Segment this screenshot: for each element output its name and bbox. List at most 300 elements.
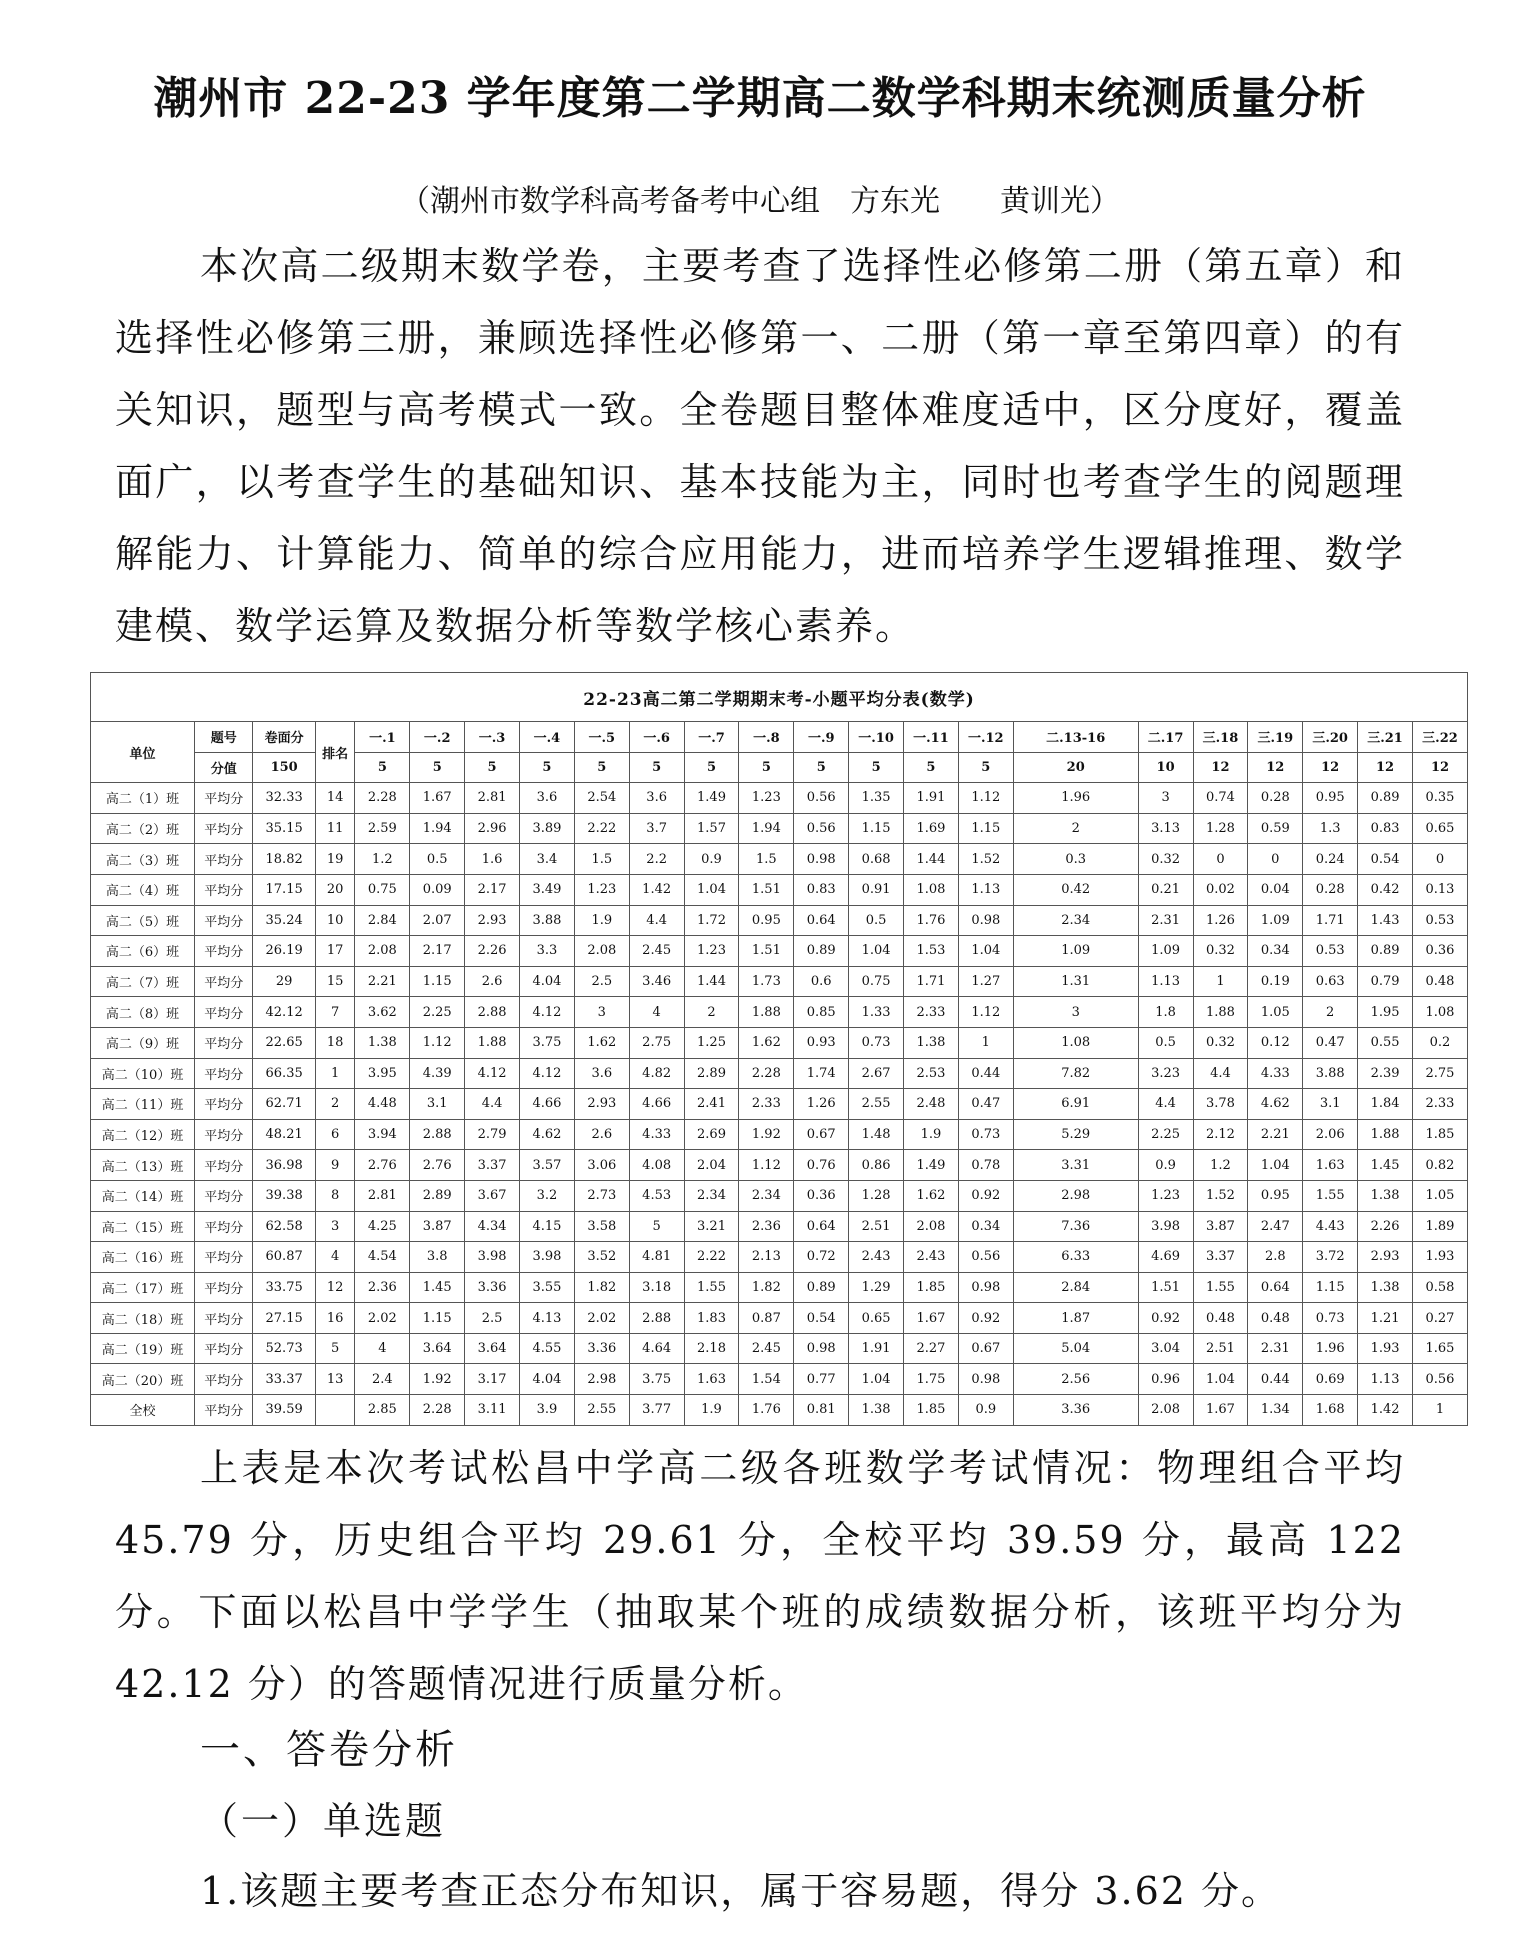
score-cell: 4.55	[520, 1333, 575, 1364]
metric-cell: 平均分	[195, 1058, 253, 1089]
score-cell: 1.12	[410, 1027, 465, 1058]
question-fullscore: 5	[410, 752, 465, 783]
score-cell: 2.88	[629, 1303, 684, 1334]
score-cell: 2.36	[355, 1272, 410, 1303]
score-cell: 0.67	[794, 1119, 849, 1150]
score-cell: 1.73	[739, 966, 794, 997]
score-cell: 1.82	[574, 1272, 629, 1303]
score-cell: 2.33	[1412, 1089, 1467, 1120]
metric-cell: 平均分	[195, 1272, 253, 1303]
total-score-cell: 39.38	[253, 1180, 315, 1211]
score-cell: 2.08	[904, 1211, 959, 1242]
total-score-cell: 35.15	[253, 813, 315, 844]
total-score-cell: 33.75	[253, 1272, 315, 1303]
total-score-cell: 60.87	[253, 1242, 315, 1273]
score-cell: 4.4	[1138, 1089, 1193, 1120]
rank-cell: 13	[315, 1364, 355, 1395]
score-cell: 1	[1193, 966, 1248, 997]
table-row	[91, 1180, 1468, 1211]
score-cell: 2.17	[410, 936, 465, 967]
score-cell: 3.23	[1138, 1058, 1193, 1089]
score-cell: 4.08	[629, 1150, 684, 1181]
score-cell: 0.82	[1412, 1150, 1467, 1181]
score-cell: 0.89	[1358, 783, 1413, 814]
score-cell: 1.08	[1412, 997, 1467, 1028]
total-score-cell: 17.15	[253, 874, 315, 905]
score-cell: 1.09	[1138, 936, 1193, 967]
score-cell: 0.95	[739, 905, 794, 936]
score-cell: 3.89	[520, 813, 575, 844]
score-cell: 0.42	[1013, 874, 1138, 905]
score-cell: 3.55	[520, 1272, 575, 1303]
intro-paragraph: 本次高二级期末数学卷，主要考查了选择性必修第二册（第五章）和选择性必修第三册，兼顾选择性必修第一、二册（第一章至第四章）的有关知识，题型与高考模式一致。全卷题目整体难度适中，区分度好，覆盖面广，以考查学生的基础知识、基本技能为主，同时也考查学生的阅题理解能力、计算能力、简单的综合应用能力，进而培养学生逻辑推理、数学建模、数学运算及数据分析等数学核心素养。	[115, 244, 1405, 648]
score-cell: 3.77	[629, 1395, 684, 1426]
question-fullscore: 5	[904, 752, 959, 783]
score-cell: 3.18	[629, 1272, 684, 1303]
score-cell: 1.38	[1358, 1272, 1413, 1303]
score-cell: 1.13	[1358, 1364, 1413, 1395]
class-name-cell: 高二（18）班	[91, 1303, 195, 1334]
score-cell: 0.53	[1303, 936, 1358, 967]
question-header: 三.22	[1412, 722, 1467, 753]
score-cell: 2.27	[904, 1333, 959, 1364]
rank-cell: 19	[315, 844, 355, 875]
score-cell: 2.17	[465, 874, 520, 905]
score-cell: 1	[958, 1027, 1013, 1058]
score-cell: 1.88	[1358, 1119, 1413, 1150]
score-cell: 0.27	[1412, 1303, 1467, 1334]
question-fullscore: 12	[1193, 752, 1248, 783]
score-cell: 0.36	[794, 1180, 849, 1211]
table-row	[91, 1211, 1468, 1242]
class-name-cell: 高二（1）班	[91, 783, 195, 814]
score-cell: 2.4	[355, 1364, 410, 1395]
rank-cell: 20	[315, 874, 355, 905]
score-cell: 1.94	[410, 813, 465, 844]
score-cell: 2.48	[904, 1089, 959, 1120]
class-name-cell: 全校	[91, 1395, 195, 1426]
score-cell: 2.43	[849, 1242, 904, 1273]
score-cell: 4.12	[520, 997, 575, 1028]
score-cell: 4.66	[520, 1089, 575, 1120]
score-cell: 3.21	[684, 1211, 739, 1242]
question-header: 一.4	[520, 722, 575, 753]
score-cell: 1.89	[1412, 1211, 1467, 1242]
score-cell: 3.52	[574, 1242, 629, 1273]
metric-cell: 平均分	[195, 1303, 253, 1334]
score-cell: 0.87	[739, 1303, 794, 1334]
score-cell: 0.6	[794, 966, 849, 997]
score-cell: 3.13	[1138, 813, 1193, 844]
score-cell: 1.12	[958, 783, 1013, 814]
score-cell: 3.57	[520, 1150, 575, 1181]
score-cell: 2.75	[1412, 1058, 1467, 1089]
score-cell: 3.98	[1138, 1211, 1193, 1242]
score-cell: 2.88	[465, 997, 520, 1028]
table-row	[91, 1242, 1468, 1273]
score-cell: 0.64	[794, 1211, 849, 1242]
score-cell: 1.12	[739, 1150, 794, 1181]
score-cell: 1.29	[849, 1272, 904, 1303]
table-row	[91, 1089, 1468, 1120]
score-cell: 2.45	[629, 936, 684, 967]
score-cell: 1.35	[849, 783, 904, 814]
score-cell: 2.34	[1013, 905, 1138, 936]
summary-paragraph: 上表是本次考试松昌中学高二级各班数学考试情况：物理组合平均 45.79 分，历史组合平均 29.61 分，全校平均 39.59 分，最高 122 分。下面以松昌中学学生（抽取某个班的成绩数据分析，该班平均分为 42.12 分）的答题情况进行质量分析。	[115, 1446, 1405, 1706]
score-cell: 1.68	[1303, 1395, 1358, 1426]
metric-cell: 平均分	[195, 905, 253, 936]
score-cell: 1.13	[958, 874, 1013, 905]
score-table-container	[90, 672, 1468, 1426]
question-fullscore: 5	[465, 752, 520, 783]
score-cell: 2.33	[904, 997, 959, 1028]
question-header: 一.6	[629, 722, 684, 753]
total-score-cell: 22.65	[253, 1027, 315, 1058]
score-cell: 1.23	[574, 874, 629, 905]
table-caption-row	[91, 673, 1468, 722]
question-header: 一.2	[410, 722, 465, 753]
score-cell: 2	[1013, 813, 1138, 844]
score-cell: 1.23	[684, 936, 739, 967]
score-cell: 4.15	[520, 1211, 575, 1242]
class-name-cell: 高二（15）班	[91, 1211, 195, 1242]
score-cell: 2.93	[574, 1089, 629, 1120]
score-cell: 1.57	[684, 813, 739, 844]
class-name-cell: 高二（14）班	[91, 1180, 195, 1211]
question-fullscore: 5	[849, 752, 904, 783]
score-cell: 3.17	[465, 1364, 520, 1395]
score-cell: 0.24	[1303, 844, 1358, 875]
table-row	[91, 813, 1468, 844]
score-cell: 0.48	[1193, 1303, 1248, 1334]
question-header: 一.3	[465, 722, 520, 753]
score-cell: 0.53	[1412, 905, 1467, 936]
score-cell: 0.72	[794, 1242, 849, 1273]
score-cell: 3.98	[520, 1242, 575, 1273]
score-cell: 1.51	[739, 936, 794, 967]
score-cell: 4.43	[1303, 1211, 1358, 1242]
score-cell: 0.67	[958, 1333, 1013, 1364]
score-cell: 2.39	[1358, 1058, 1413, 1089]
score-cell: 0.02	[1193, 874, 1248, 905]
score-cell: 1.53	[904, 936, 959, 967]
score-cell: 0.21	[1138, 874, 1193, 905]
score-cell: 0.56	[794, 783, 849, 814]
question-fullscore: 12	[1358, 752, 1413, 783]
score-cell: 1.55	[1193, 1272, 1248, 1303]
score-cell: 3.8	[410, 1242, 465, 1273]
score-cell: 5.04	[1013, 1333, 1138, 1364]
table-row	[91, 1150, 1468, 1181]
score-cell: 4.48	[355, 1089, 410, 1120]
metric-cell: 平均分	[195, 1395, 253, 1426]
question-fullscore: 5	[958, 752, 1013, 783]
score-cell: 2.81	[355, 1180, 410, 1211]
table-row	[91, 874, 1468, 905]
question-header: 一.11	[904, 722, 959, 753]
score-cell: 0.28	[1303, 874, 1358, 905]
score-cell: 1.62	[739, 1027, 794, 1058]
score-cell: 2.5	[465, 1303, 520, 1334]
question-fullscore: 5	[739, 752, 794, 783]
subsection-heading: （一）单选题	[200, 1799, 447, 1843]
score-cell: 3	[1138, 783, 1193, 814]
score-cell: 2.28	[410, 1395, 465, 1426]
score-cell: 3.87	[410, 1211, 465, 1242]
score-cell: 0.65	[1412, 813, 1467, 844]
table-row	[91, 1119, 1468, 1150]
score-cell: 2.21	[1248, 1119, 1303, 1150]
score-cell: 1.04	[1248, 1150, 1303, 1181]
score-cell: 1.51	[739, 874, 794, 905]
score-cell: 4.64	[629, 1333, 684, 1364]
rank-cell: 5	[315, 1333, 355, 1364]
score-cell: 0.73	[958, 1119, 1013, 1150]
score-cell: 0.9	[958, 1395, 1013, 1426]
score-cell: 1.38	[1358, 1180, 1413, 1211]
score-cell: 1.96	[1013, 783, 1138, 814]
rank-cell: 9	[315, 1150, 355, 1181]
score-cell: 2.98	[574, 1364, 629, 1395]
score-cell: 2.02	[574, 1303, 629, 1334]
score-cell: 1.95	[1358, 997, 1413, 1028]
score-cell: 2.12	[1193, 1119, 1248, 1150]
score-cell: 1.87	[1013, 1303, 1138, 1334]
score-cell: 0.55	[1358, 1027, 1413, 1058]
score-cell: 3.95	[355, 1058, 410, 1089]
total-score-cell: 39.59	[253, 1395, 315, 1426]
score-cell: 3.31	[1013, 1150, 1138, 1181]
class-name-cell: 高二（7）班	[91, 966, 195, 997]
score-cell: 0.47	[958, 1089, 1013, 1120]
score-cell: 0.92	[958, 1303, 1013, 1334]
score-cell: 4.34	[465, 1211, 520, 1242]
score-cell: 1.74	[794, 1058, 849, 1089]
class-name-cell: 高二（13）班	[91, 1150, 195, 1181]
total-score-cell: 52.73	[253, 1333, 315, 1364]
score-cell: 1.71	[904, 966, 959, 997]
score-cell: 1.88	[1193, 997, 1248, 1028]
score-cell: 0.36	[1412, 936, 1467, 967]
score-cell: 3.6	[520, 783, 575, 814]
class-name-cell: 高二（12）班	[91, 1119, 195, 1150]
score-cell: 0.35	[1412, 783, 1467, 814]
score-cell: 2.08	[574, 936, 629, 967]
rank-cell	[315, 1395, 355, 1426]
score-cell: 4.53	[629, 1180, 684, 1211]
score-cell: 0.65	[849, 1303, 904, 1334]
score-cell: 3.1	[1303, 1089, 1358, 1120]
score-cell: 2.75	[629, 1027, 684, 1058]
question-header: 二.13-16	[1013, 722, 1138, 753]
score-cell: 1.45	[410, 1272, 465, 1303]
fullscore-header: 分值	[195, 752, 253, 783]
score-cell: 0.73	[849, 1027, 904, 1058]
total-score-cell: 26.19	[253, 936, 315, 967]
rank-cell: 18	[315, 1027, 355, 1058]
score-cell: 2.53	[904, 1058, 959, 1089]
score-cell: 2.85	[355, 1395, 410, 1426]
score-cell: 2.76	[410, 1150, 465, 1181]
score-cell: 4.62	[520, 1119, 575, 1150]
score-cell: 2.69	[684, 1119, 739, 1150]
score-cell: 1.2	[1193, 1150, 1248, 1181]
score-cell: 6.91	[1013, 1089, 1138, 1120]
score-cell: 1.49	[684, 783, 739, 814]
score-cell: 0.56	[958, 1242, 1013, 1273]
score-cell: 2.31	[1248, 1333, 1303, 1364]
score-cell: 2.96	[465, 813, 520, 844]
score-cell: 1.65	[1412, 1333, 1467, 1364]
class-name-cell: 高二（5）班	[91, 905, 195, 936]
score-cell: 2.41	[684, 1089, 739, 1120]
score-cell: 1.26	[794, 1089, 849, 1120]
score-cell: 4.54	[355, 1242, 410, 1273]
score-cell: 4.04	[520, 1364, 575, 1395]
total-score-cell: 62.71	[253, 1089, 315, 1120]
table-row	[91, 1333, 1468, 1364]
score-cell: 1.27	[958, 966, 1013, 997]
score-cell: 3.75	[520, 1027, 575, 1058]
score-cell: 0.64	[1248, 1272, 1303, 1303]
total-score-cell: 66.35	[253, 1058, 315, 1089]
rank-cell: 6	[315, 1119, 355, 1150]
score-cell: 0.44	[1248, 1364, 1303, 1395]
question-fullscore: 5	[794, 752, 849, 783]
score-cell: 3.6	[574, 1058, 629, 1089]
score-cell: 0.32	[1193, 936, 1248, 967]
score-cell: 3.67	[465, 1180, 520, 1211]
question-number-header: 题号	[195, 722, 253, 753]
score-cell: 2.34	[684, 1180, 739, 1211]
question-header: 一.8	[739, 722, 794, 753]
rank-cell: 16	[315, 1303, 355, 1334]
score-cell: 1.09	[1013, 936, 1138, 967]
score-cell: 0.47	[1303, 1027, 1358, 1058]
score-cell: 1.9	[904, 1119, 959, 1150]
score-cell: 1.21	[1358, 1303, 1413, 1334]
total-score-cell: 18.82	[253, 844, 315, 875]
score-cell: 3.58	[574, 1211, 629, 1242]
score-cell: 1.76	[904, 905, 959, 936]
table-row	[91, 1303, 1468, 1334]
total-score-cell: 32.33	[253, 783, 315, 814]
score-cell: 0.98	[958, 905, 1013, 936]
score-cell: 4.33	[1248, 1058, 1303, 1089]
score-cell: 2.18	[684, 1333, 739, 1364]
score-cell: 7.36	[1013, 1211, 1138, 1242]
table-caption: 22-23高二第二学期期末考-小题平均分表(数学)	[91, 673, 1468, 722]
score-cell: 1.08	[904, 874, 959, 905]
document-title: 潮州市 22-23 学年度第二学期高二数学科期末统测质量分析	[153, 73, 1367, 124]
score-cell: 1.75	[904, 1364, 959, 1395]
score-cell: 1.54	[739, 1364, 794, 1395]
score-cell: 0.95	[1248, 1180, 1303, 1211]
total-score-cell: 29	[253, 966, 315, 997]
rank-cell: 2	[315, 1089, 355, 1120]
score-cell: 0.3	[1013, 844, 1138, 875]
rank-cell: 10	[315, 905, 355, 936]
score-cell: 2.25	[1138, 1119, 1193, 1150]
table-row	[91, 1058, 1468, 1089]
score-cell: 1.05	[1248, 997, 1303, 1028]
question-fullscore: 5	[684, 752, 739, 783]
question-header: 一.7	[684, 722, 739, 753]
score-cell: 3.87	[1193, 1211, 1248, 1242]
score-cell: 2.98	[1013, 1180, 1138, 1211]
score-cell: 1.62	[574, 1027, 629, 1058]
total-score-cell: 36.98	[253, 1150, 315, 1181]
score-cell: 1.92	[410, 1364, 465, 1395]
score-cell: 1.51	[1138, 1272, 1193, 1303]
score-cell: 1.71	[1303, 905, 1358, 936]
score-cell: 0.77	[794, 1364, 849, 1395]
score-cell: 2.36	[739, 1211, 794, 1242]
score-cell: 0.98	[958, 1272, 1013, 1303]
score-cell: 0.63	[1303, 966, 1358, 997]
score-cell: 2.07	[410, 905, 465, 936]
class-name-cell: 高二（20）班	[91, 1364, 195, 1395]
score-cell: 4	[355, 1333, 410, 1364]
rank-cell: 17	[315, 936, 355, 967]
score-cell: 2.06	[1303, 1119, 1358, 1150]
score-cell: 1.83	[684, 1303, 739, 1334]
score-cell: 2.08	[1138, 1395, 1193, 1426]
score-cell: 2.2	[629, 844, 684, 875]
question-header: 三.19	[1248, 722, 1303, 753]
score-cell: 1.42	[1358, 1395, 1413, 1426]
question-header: 三.18	[1193, 722, 1248, 753]
score-cell: 2.89	[410, 1180, 465, 1211]
score-cell: 1.33	[849, 997, 904, 1028]
score-cell: 3.9	[520, 1395, 575, 1426]
total-score-cell: 42.12	[253, 997, 315, 1028]
score-cell: 0.56	[1412, 1364, 1467, 1395]
rank-header: 排名	[315, 722, 355, 783]
score-cell: 2.13	[739, 1242, 794, 1273]
score-cell: 0.32	[1193, 1027, 1248, 1058]
score-cell: 3.88	[520, 905, 575, 936]
score-cell: 7.82	[1013, 1058, 1138, 1089]
score-cell: 0.98	[958, 1364, 1013, 1395]
score-cell: 1.23	[1138, 1180, 1193, 1211]
score-cell: 4.4	[1193, 1058, 1248, 1089]
metric-cell: 平均分	[195, 1211, 253, 1242]
score-cell: 0.59	[1248, 813, 1303, 844]
total-header: 卷面分	[253, 722, 315, 753]
score-cell: 3.46	[629, 966, 684, 997]
score-cell: 3	[574, 997, 629, 1028]
score-cell: 0.98	[794, 1333, 849, 1364]
score-cell: 0.54	[794, 1303, 849, 1334]
class-name-cell: 高二（3）班	[91, 844, 195, 875]
score-cell: 3.1	[410, 1089, 465, 1120]
score-cell: 0.42	[1358, 874, 1413, 905]
score-cell: 1.25	[684, 1027, 739, 1058]
score-cell: 2.25	[410, 997, 465, 1028]
score-cell: 1.85	[1412, 1119, 1467, 1150]
score-cell: 2.55	[849, 1089, 904, 1120]
score-cell: 1.6	[465, 844, 520, 875]
score-cell: 1.31	[1013, 966, 1138, 997]
score-cell: 5.29	[1013, 1119, 1138, 1150]
score-cell: 2.59	[355, 813, 410, 844]
score-cell: 2.54	[574, 783, 629, 814]
score-cell: 3.06	[574, 1150, 629, 1181]
metric-cell: 平均分	[195, 1333, 253, 1364]
class-name-cell: 高二（16）班	[91, 1242, 195, 1273]
score-cell: 0.32	[1138, 844, 1193, 875]
